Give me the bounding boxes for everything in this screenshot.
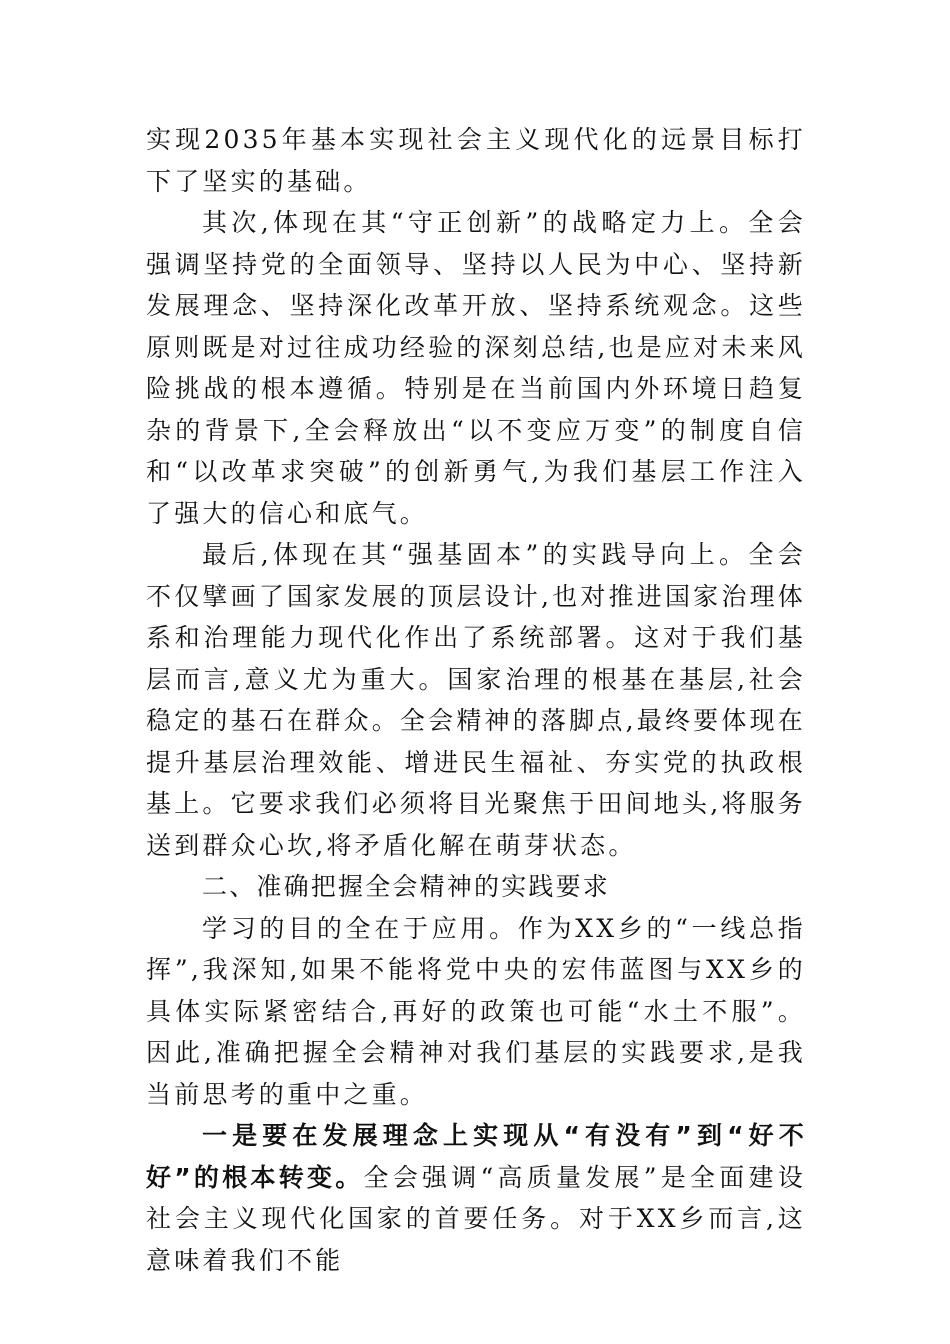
document-body bbox=[146, 119, 806, 1281]
paragraph-continuation: 实现2035年基本实现社会主义现代化的远景目标打下了坚实的基础。 bbox=[146, 125, 806, 196]
paragraph-strategic-focus: 其次,体现在其“守正创新”的战略定力上。全会强调坚持党的全面领导、坚持以人民为中心、坚持新发展理念、坚持深化改革开放、坚持系统观念。这些原则既是对过往成功经验的深刻总结,也是应对未来风险挑战的根本遵循。特别是在当前国内外环境日趋复杂的背景下,全会释放出“以不变应万变”的制度自信和“以改革求突破”的创新勇气,为我们基层工作注入了强大的信心和底气。 bbox=[146, 208, 806, 528]
paragraph-development-concept bbox=[146, 1115, 806, 1281]
section-heading: 二、准确把握全会精神的实践要求 bbox=[202, 872, 611, 901]
paragraph-body-text: 全会强调“高质量发展”是全面建设社会主义现代化国家的首要任务。对于XX乡而言,这意味着我们不能 bbox=[146, 1162, 806, 1275]
paragraph-lead-sentence: 一是要在发展理念上实现从“有没有”到“好不好”的根本转变。 bbox=[146, 1121, 806, 1192]
paragraph-practice-requirements: 学习的目的全在于应用。作为XX乡的“一线总指挥”,我深知,如果不能将党中央的宏伟蓝图与XX乡的具体实际紧密结合,再好的政策也可能“水土不服”。因此,准确把握全会精神对我们基层的实践要求,是我当前思考的重中之重。 bbox=[146, 913, 806, 1109]
paragraph-grassroots-orientation: 最后,体现在其“强基固本”的实践导向上。全会不仅擘画了国家发展的顶层设计,也对推进国家治理体系和治理能力现代化作出了系统部署。这对于我们基层而言,意义尤为重大。国家治理的根基在基层,社会稳定的基石在群众。全会精神的落脚点,最终要体现在提升基层治理效能、增进民生福祉、夯实党的执政根基上。它要求我们必须将目光聚焦于田间地头,将服务送到群众心坎,将矛盾化解在萌芽状态。 bbox=[146, 540, 806, 860]
